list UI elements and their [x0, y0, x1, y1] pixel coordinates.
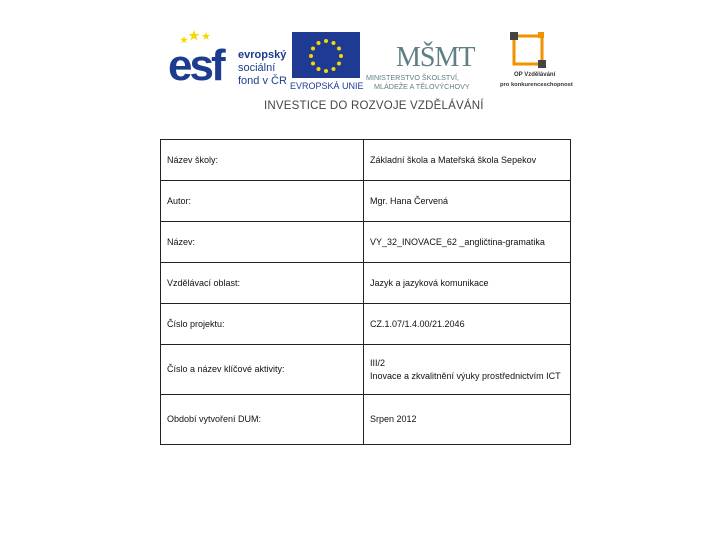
- row-label: Číslo a název klíčové aktivity:: [161, 345, 364, 395]
- esf-line2: sociální: [238, 62, 276, 74]
- msmt-mark: MŠMT: [396, 42, 475, 73]
- op-logo: [500, 26, 576, 92]
- esf-mark: esf: [168, 41, 223, 90]
- row-value: Jazyk a jazyková komunikace: [364, 263, 571, 304]
- slogan: INVESTICE DO ROZVOJE VZDĚLÁVÁNÍ: [264, 100, 484, 112]
- row-value: Mgr. Hana Červená: [364, 181, 571, 222]
- op-line2: pro konkurenceschopnost: [500, 82, 573, 88]
- activity-code: III/2: [370, 357, 386, 368]
- info-table: [160, 139, 571, 445]
- activity-name: Inovace a zkvalitnění výuky prostřednictvím ICT: [370, 370, 561, 381]
- row-label: Autor:: [161, 181, 364, 222]
- msmt-line2: MLÁDEŽE A TĚLOVÝCHOVY: [374, 82, 470, 91]
- op-line1: OP Vzdělávání: [514, 72, 556, 78]
- table-row: [161, 395, 571, 445]
- table-row: [161, 304, 571, 345]
- row-label: Vzdělávací oblast:: [161, 263, 364, 304]
- row-label: Období vytvoření DUM:: [161, 395, 364, 445]
- msmt-logo: [366, 26, 496, 92]
- table-row: [161, 345, 571, 395]
- row-value: Srpen 2012: [364, 395, 571, 445]
- row-value: Základní škola a Mateřská škola Sepekov: [364, 140, 571, 181]
- eu-caption: EVROPSKÁ UNIE: [290, 81, 364, 91]
- row-label: Číslo projektu:: [161, 304, 364, 345]
- row-label: Název:: [161, 222, 364, 263]
- esf-line1: evropský: [238, 49, 287, 61]
- esf-logo: [164, 26, 292, 92]
- eu-logo: [290, 26, 366, 92]
- table-row: [161, 222, 571, 263]
- table-row: [161, 181, 571, 222]
- row-value: [364, 345, 571, 395]
- table-row: [161, 263, 571, 304]
- logo-bar: [160, 26, 576, 98]
- row-label: Název školy:: [161, 140, 364, 181]
- msmt-line1: MINISTERSTVO ŠKOLSTVÍ,: [366, 73, 460, 82]
- table-row: [161, 140, 571, 181]
- esf-line3: fond v ČR: [238, 75, 287, 87]
- row-value: VY_32_INOVACE_62 _angličtina-gramatika: [364, 222, 571, 263]
- op-frame-icon: [514, 36, 542, 64]
- row-value: CZ.1.07/1.4.00/21.2046: [364, 304, 571, 345]
